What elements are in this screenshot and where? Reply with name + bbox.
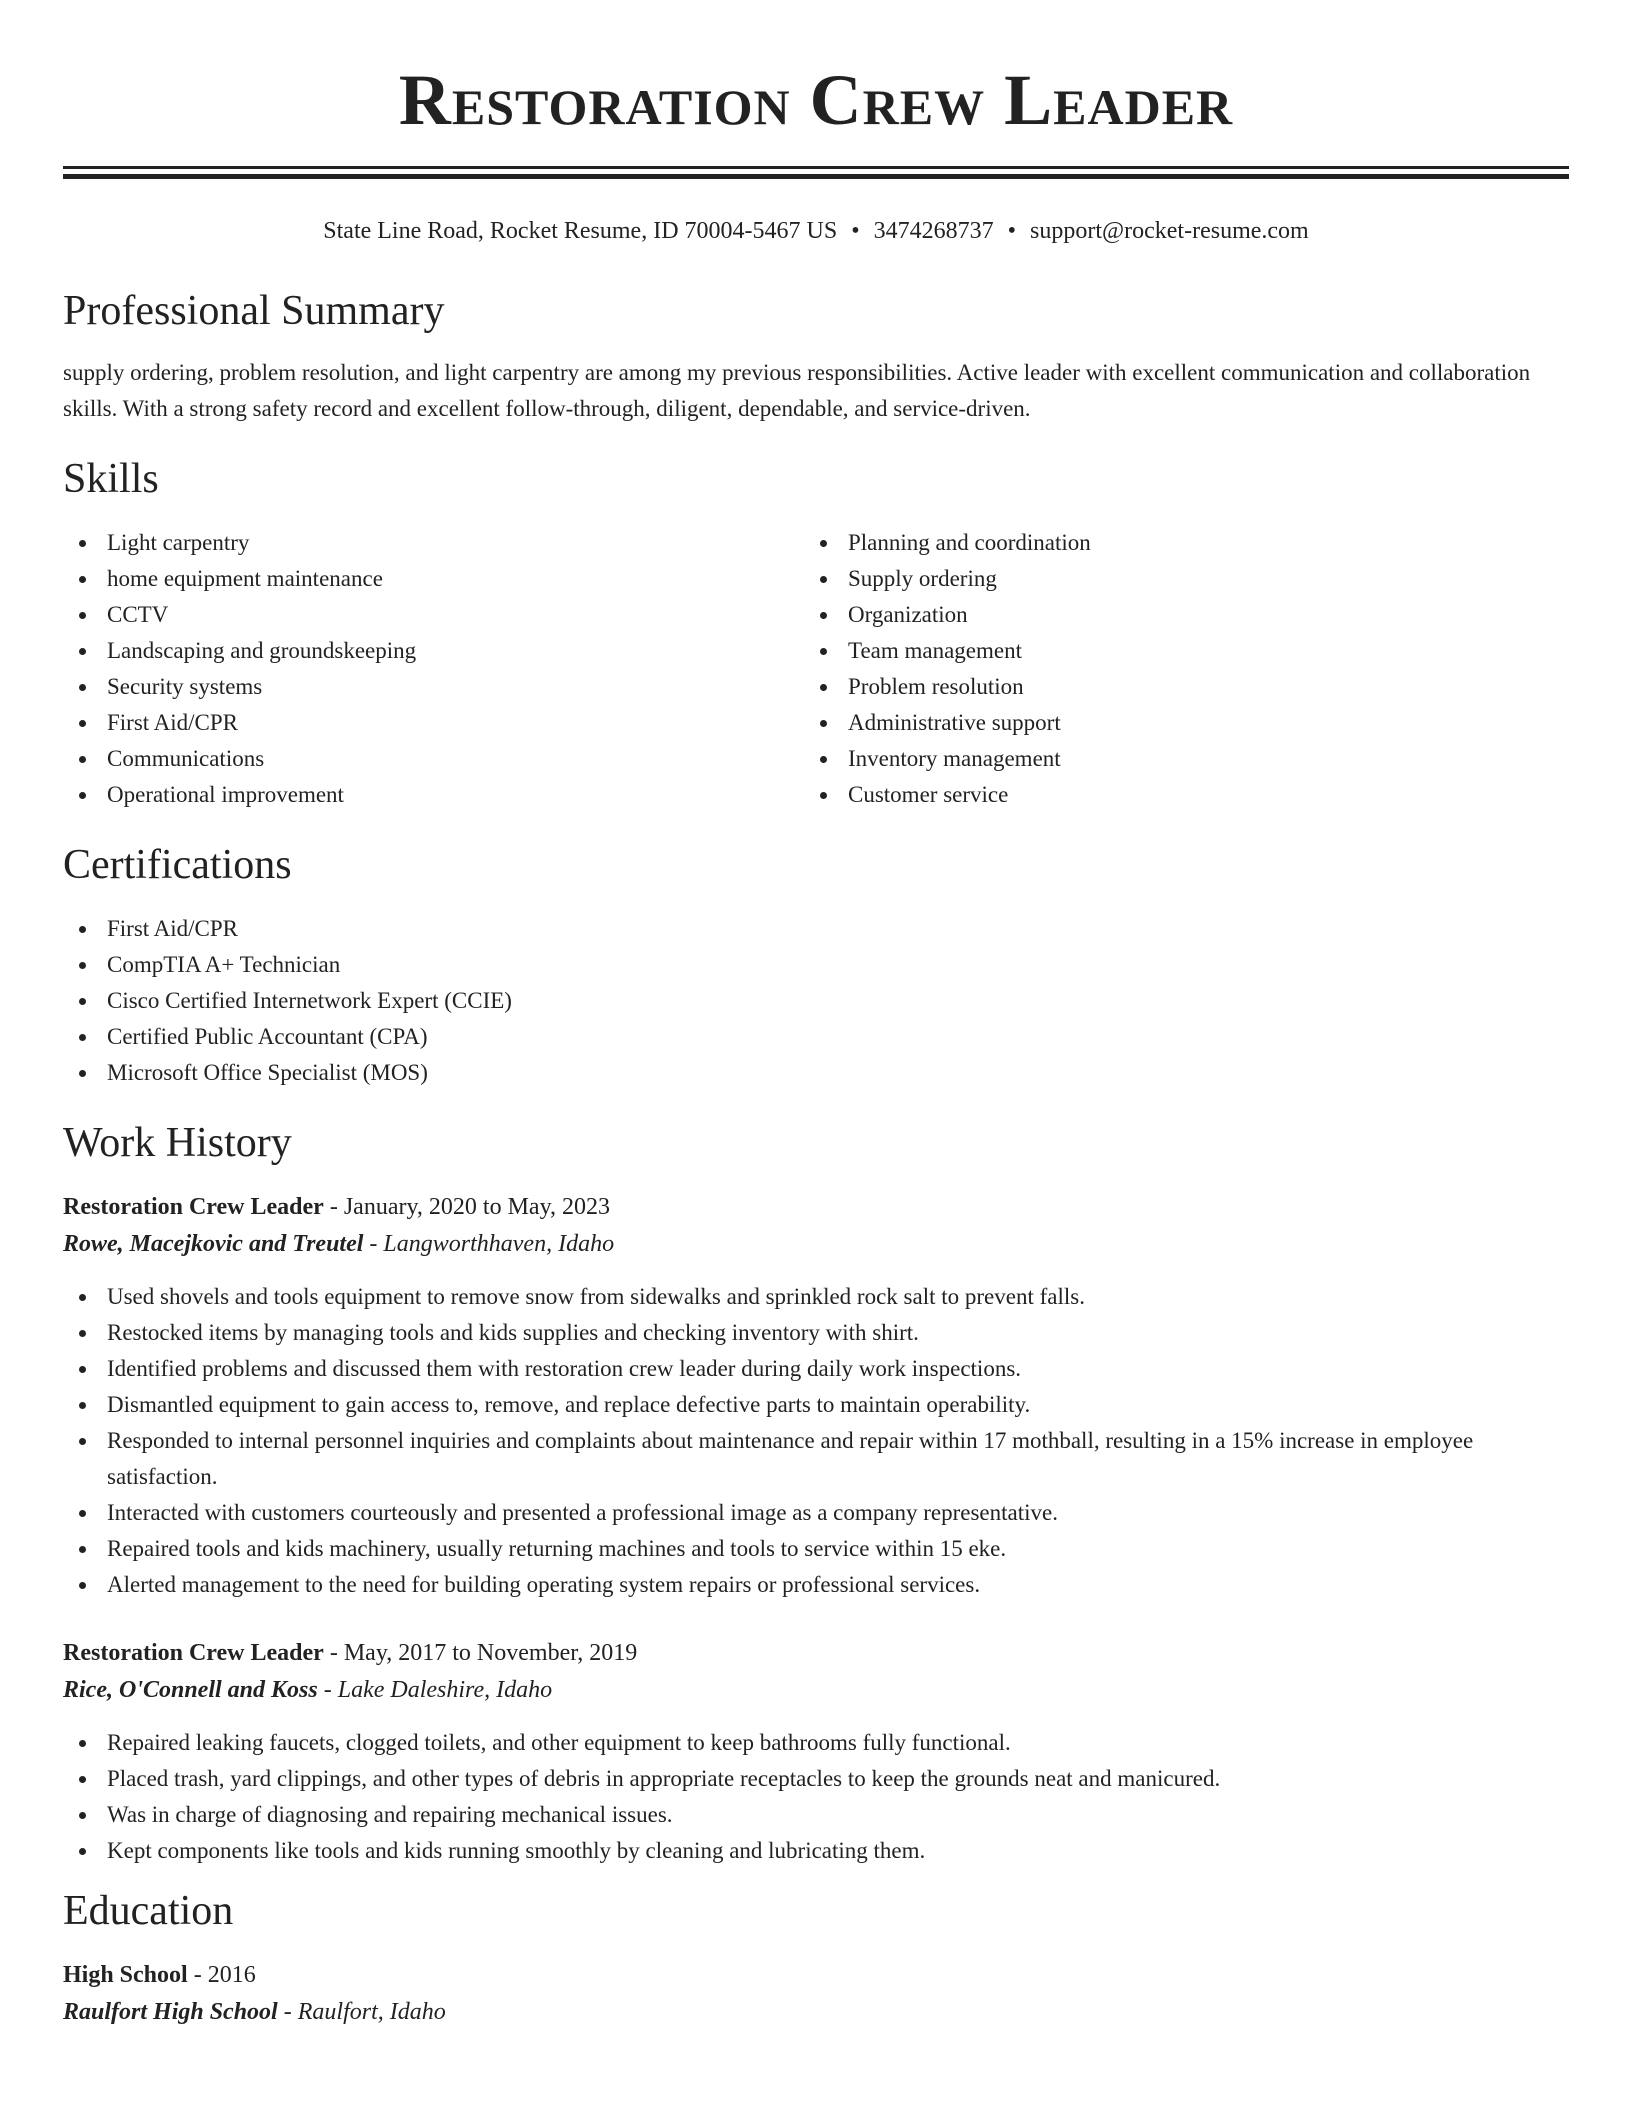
certification-item: Certified Public Accountant (CPA) [63, 1019, 1569, 1055]
job-title-line: Restoration Crew Leader - January, 2020 to May, 2023 [63, 1194, 611, 1220]
job-duty-item: Responded to internal personnel inquiries and complaints about maintenance and repair within 17 mothball, resulting in a 15% increase in employee satisfaction. [63, 1423, 1569, 1495]
skills-heading: Skills [63, 456, 159, 502]
summary-text: supply ordering, problem resolution, and light carpentry are among my previous responsibilities. Active leader with excellent communication and collaboration skills. With a strong safety record and excellent follow-through, diligent, dependable, and service-driven. [63, 360, 1531, 421]
contact-address: State Line Road, Rocket Resume, ID 70004-5467 US [323, 218, 838, 244]
education-degree-line: High School - 2016 [63, 1962, 256, 1988]
skill-item: home equipment maintenance [63, 561, 804, 597]
job-duty-item: Placed trash, yard clippings, and other types of debris in appropriate receptacles to keep the grounds neat and manicured. [63, 1761, 1569, 1797]
skill-item: Planning and coordination [804, 525, 1545, 561]
skill-item: CCTV [63, 597, 804, 633]
skill-item: Security systems [63, 669, 804, 705]
education-location: Raulfort, Idaho [297, 1999, 446, 2025]
job-entry [63, 1635, 1569, 1869]
job-duty-item: Was in charge of diagnosing and repairing mechanical issues. [63, 1797, 1569, 1833]
skills-list-left [63, 525, 804, 813]
job-location: Lake Daleshire, Idaho [337, 1677, 553, 1703]
job-duties-list [63, 1279, 1569, 1603]
job-duty-item: Restocked items by managing tools and kids supplies and checking inventory with shirt. [63, 1315, 1569, 1351]
contact-separator: • [851, 218, 860, 244]
job-duty-item: Alerted management to the need for building operating system repairs or professional services. [63, 1567, 1569, 1603]
job-location: Langworthhaven, Idaho [383, 1231, 615, 1257]
education-year: 2016 [207, 1962, 256, 1988]
certification-item: CompTIA A+ Technician [63, 947, 1569, 983]
education-school-line: Raulfort High School - Raulfort, Idaho [63, 1999, 446, 2025]
job-duty-item: Dismantled equipment to gain access to, remove, and replace defective parts to maintain operability. [63, 1387, 1569, 1423]
job-dates: January, 2020 to May, 2023 [343, 1194, 611, 1220]
job-duty-item: Identified problems and discussed them with restoration crew leader during daily work inspections. [63, 1351, 1569, 1387]
skill-item: Inventory management [804, 741, 1545, 777]
skill-item: Supply ordering [804, 561, 1545, 597]
contact-email: support@rocket-resume.com [1030, 218, 1309, 244]
job-company-line: Rowe, Macejkovic and Treutel - Langworthhaven, Idaho [63, 1231, 615, 1257]
resume-title: Restoration Crew Leader [398, 60, 1234, 140]
skill-item: Problem resolution [804, 669, 1545, 705]
job-company: Rowe, Macejkovic and Treutel [63, 1231, 364, 1257]
certification-item: Cisco Certified Internetwork Expert (CCIE) [63, 983, 1569, 1019]
education-entry [63, 1957, 1569, 2031]
skill-item: Communications [63, 741, 804, 777]
job-duties-list [63, 1725, 1569, 1869]
skill-item: Team management [804, 633, 1545, 669]
job-duty-item: Kept components like tools and kids running smoothly by cleaning and lubricating them. [63, 1833, 1569, 1869]
certification-item: First Aid/CPR [63, 911, 1569, 947]
certifications-heading: Certifications [63, 842, 292, 888]
certification-item: Microsoft Office Specialist (MOS) [63, 1055, 1569, 1091]
job-company-line: Rice, O'Connell and Koss - Lake Daleshire, Idaho [63, 1677, 553, 1703]
work-history-heading: Work History [63, 1120, 292, 1166]
skill-item: Operational improvement [63, 777, 804, 813]
job-entry [63, 1189, 1569, 1603]
skill-item: Landscaping and groundskeeping [63, 633, 804, 669]
job-dates: May, 2017 to November, 2019 [343, 1640, 638, 1666]
contact-separator: • [1007, 218, 1017, 244]
skill-item: Administrative support [804, 705, 1545, 741]
job-title-line: Restoration Crew Leader - May, 2017 to November, 2019 [63, 1640, 638, 1666]
job-role: Restoration Crew Leader [63, 1640, 324, 1666]
job-duty-item: Interacted with customers courteously and presented a professional image as a company representative. [63, 1495, 1569, 1531]
contact-phone: 3474268737 [873, 218, 994, 244]
certifications-list [63, 911, 1569, 1091]
title-divider [63, 166, 1569, 179]
job-role: Restoration Crew Leader [63, 1194, 324, 1220]
job-duty-item: Repaired leaking faucets, clogged toilets, and other equipment to keep bathrooms fully functional. [63, 1725, 1569, 1761]
skills-columns [63, 525, 1569, 813]
job-duty-item: Repaired tools and kids machinery, usually returning machines and tools to service within 15 eke. [63, 1531, 1569, 1567]
skill-item: Light carpentry [63, 525, 804, 561]
skill-item: Organization [804, 597, 1545, 633]
skill-item: First Aid/CPR [63, 705, 804, 741]
summary-heading: Professional Summary [63, 288, 445, 334]
skills-list-right [804, 525, 1545, 813]
skill-item: Customer service [804, 777, 1545, 813]
job-duty-item: Used shovels and tools equipment to remove snow from sidewalks and sprinkled rock salt to prevent falls. [63, 1279, 1569, 1315]
education-degree: High School [63, 1962, 188, 1988]
education-school: Raulfort High School [63, 1999, 278, 2025]
job-company: Rice, O'Connell and Koss [63, 1677, 318, 1703]
contact-line [63, 215, 1569, 247]
education-heading: Education [63, 1888, 234, 1934]
